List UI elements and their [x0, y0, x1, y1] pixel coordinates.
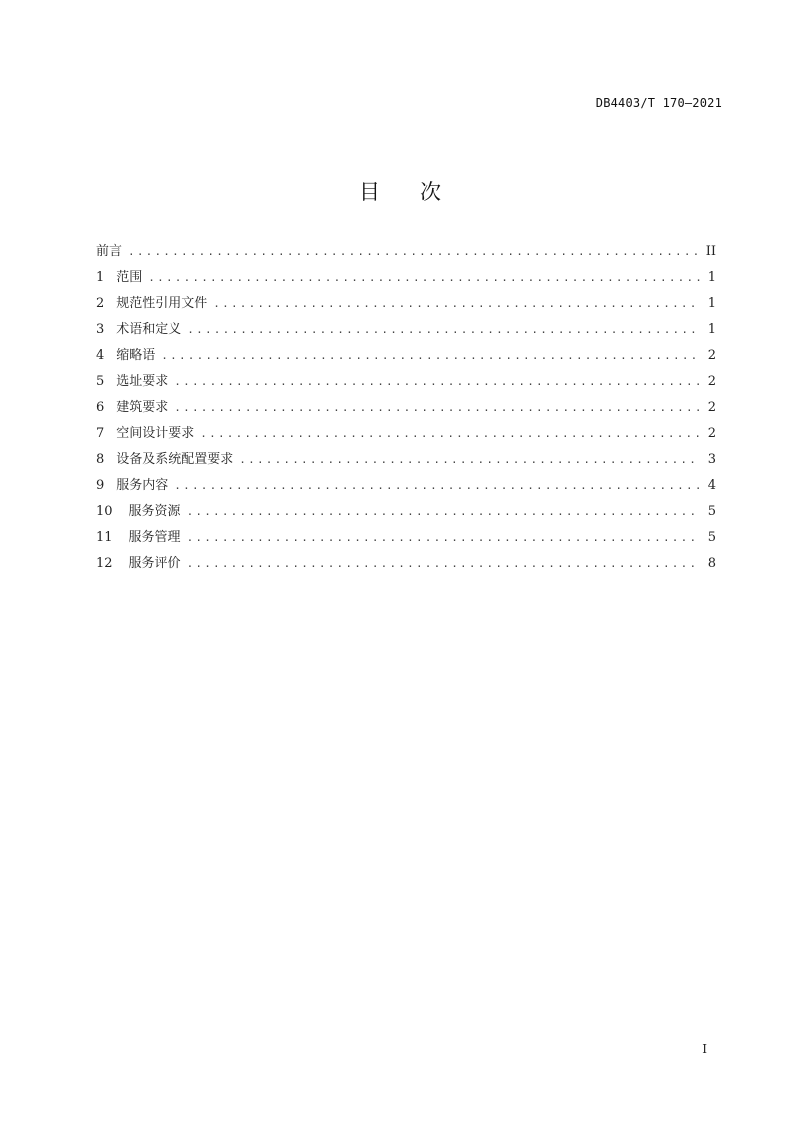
- toc-page-number: 3: [707, 452, 716, 467]
- leader-dots: [148, 271, 700, 284]
- toc-entry-11[interactable]: [96, 526, 716, 552]
- toc-page-number: 1: [707, 296, 716, 311]
- toc-page-number: 2: [707, 400, 716, 415]
- toc-entry-8[interactable]: [96, 448, 716, 474]
- toc-number: 9: [96, 478, 105, 493]
- toc-entry-foreword[interactable]: [96, 240, 716, 266]
- toc-label: 建筑要求: [116, 400, 169, 415]
- toc-entry-1[interactable]: [96, 266, 716, 292]
- toc-entry-5[interactable]: [96, 370, 716, 396]
- toc-page-number: 4: [707, 478, 716, 493]
- toc-number: 8: [96, 452, 105, 467]
- toc-label: 术语和定义: [116, 322, 182, 337]
- toc-page-number: II: [705, 244, 716, 259]
- toc-page-number: 8: [707, 556, 716, 571]
- toc-label: 规范性引用文件: [116, 296, 208, 311]
- toc-number: 2: [96, 296, 105, 311]
- toc-number: 10: [96, 504, 113, 519]
- leader-dots: [174, 479, 700, 492]
- leader-dots: [187, 505, 700, 518]
- toc-page-number: 5: [707, 504, 716, 519]
- page-number: I: [702, 1042, 707, 1056]
- toc-number: 1: [96, 270, 105, 285]
- toc-page-number: 2: [707, 348, 716, 363]
- toc-number: 12: [96, 556, 113, 571]
- toc-label: 前言: [96, 244, 123, 259]
- leader-dots: [239, 453, 700, 466]
- toc-page-number: 1: [707, 270, 716, 285]
- toc-entry-9[interactable]: [96, 474, 716, 500]
- leader-dots: [161, 349, 700, 362]
- toc-number: 4: [96, 348, 105, 363]
- leader-dots: [213, 297, 700, 310]
- leader-dots: [128, 245, 700, 258]
- toc-label: 服务评价: [128, 556, 181, 571]
- toc-page-number: 2: [707, 374, 716, 389]
- toc-entry-12[interactable]: [96, 552, 716, 578]
- page-title: [0, 176, 800, 206]
- table-of-contents: [96, 240, 716, 578]
- toc-label: 服务管理: [128, 530, 181, 545]
- toc-number: 6: [96, 400, 105, 415]
- leader-dots: [187, 531, 700, 544]
- leader-dots: [174, 375, 700, 388]
- toc-number: 7: [96, 426, 105, 441]
- toc-label: 缩略语: [116, 348, 156, 363]
- toc-entry-10[interactable]: [96, 500, 716, 526]
- title-part-2: 次: [420, 180, 441, 204]
- toc-label: 范围: [116, 270, 143, 285]
- toc-entry-7[interactable]: [96, 422, 716, 448]
- leader-dots: [174, 401, 700, 414]
- toc-entry-3[interactable]: [96, 318, 716, 344]
- leader-dots: [187, 557, 700, 570]
- toc-entry-2[interactable]: [96, 292, 716, 318]
- leader-dots: [187, 323, 700, 336]
- toc-page-number: 5: [707, 530, 716, 545]
- toc-page-number: 1: [707, 322, 716, 337]
- toc-label: 空间设计要求: [116, 426, 195, 441]
- leader-dots: [200, 427, 700, 440]
- toc-number: 5: [96, 374, 105, 389]
- toc-entry-6[interactable]: [96, 396, 716, 422]
- toc-number: 11: [96, 530, 113, 545]
- toc-label: 选址要求: [116, 374, 169, 389]
- toc-number: 3: [96, 322, 105, 337]
- toc-label: 服务内容: [116, 478, 169, 493]
- toc-label: 设备及系统配置要求: [116, 452, 234, 467]
- toc-page-number: 2: [707, 426, 716, 441]
- toc-entry-4[interactable]: [96, 344, 716, 370]
- toc-label: 服务资源: [128, 504, 181, 519]
- title-part-1: 目: [359, 180, 380, 204]
- document-code: DB4403/T 170—2021: [595, 96, 722, 110]
